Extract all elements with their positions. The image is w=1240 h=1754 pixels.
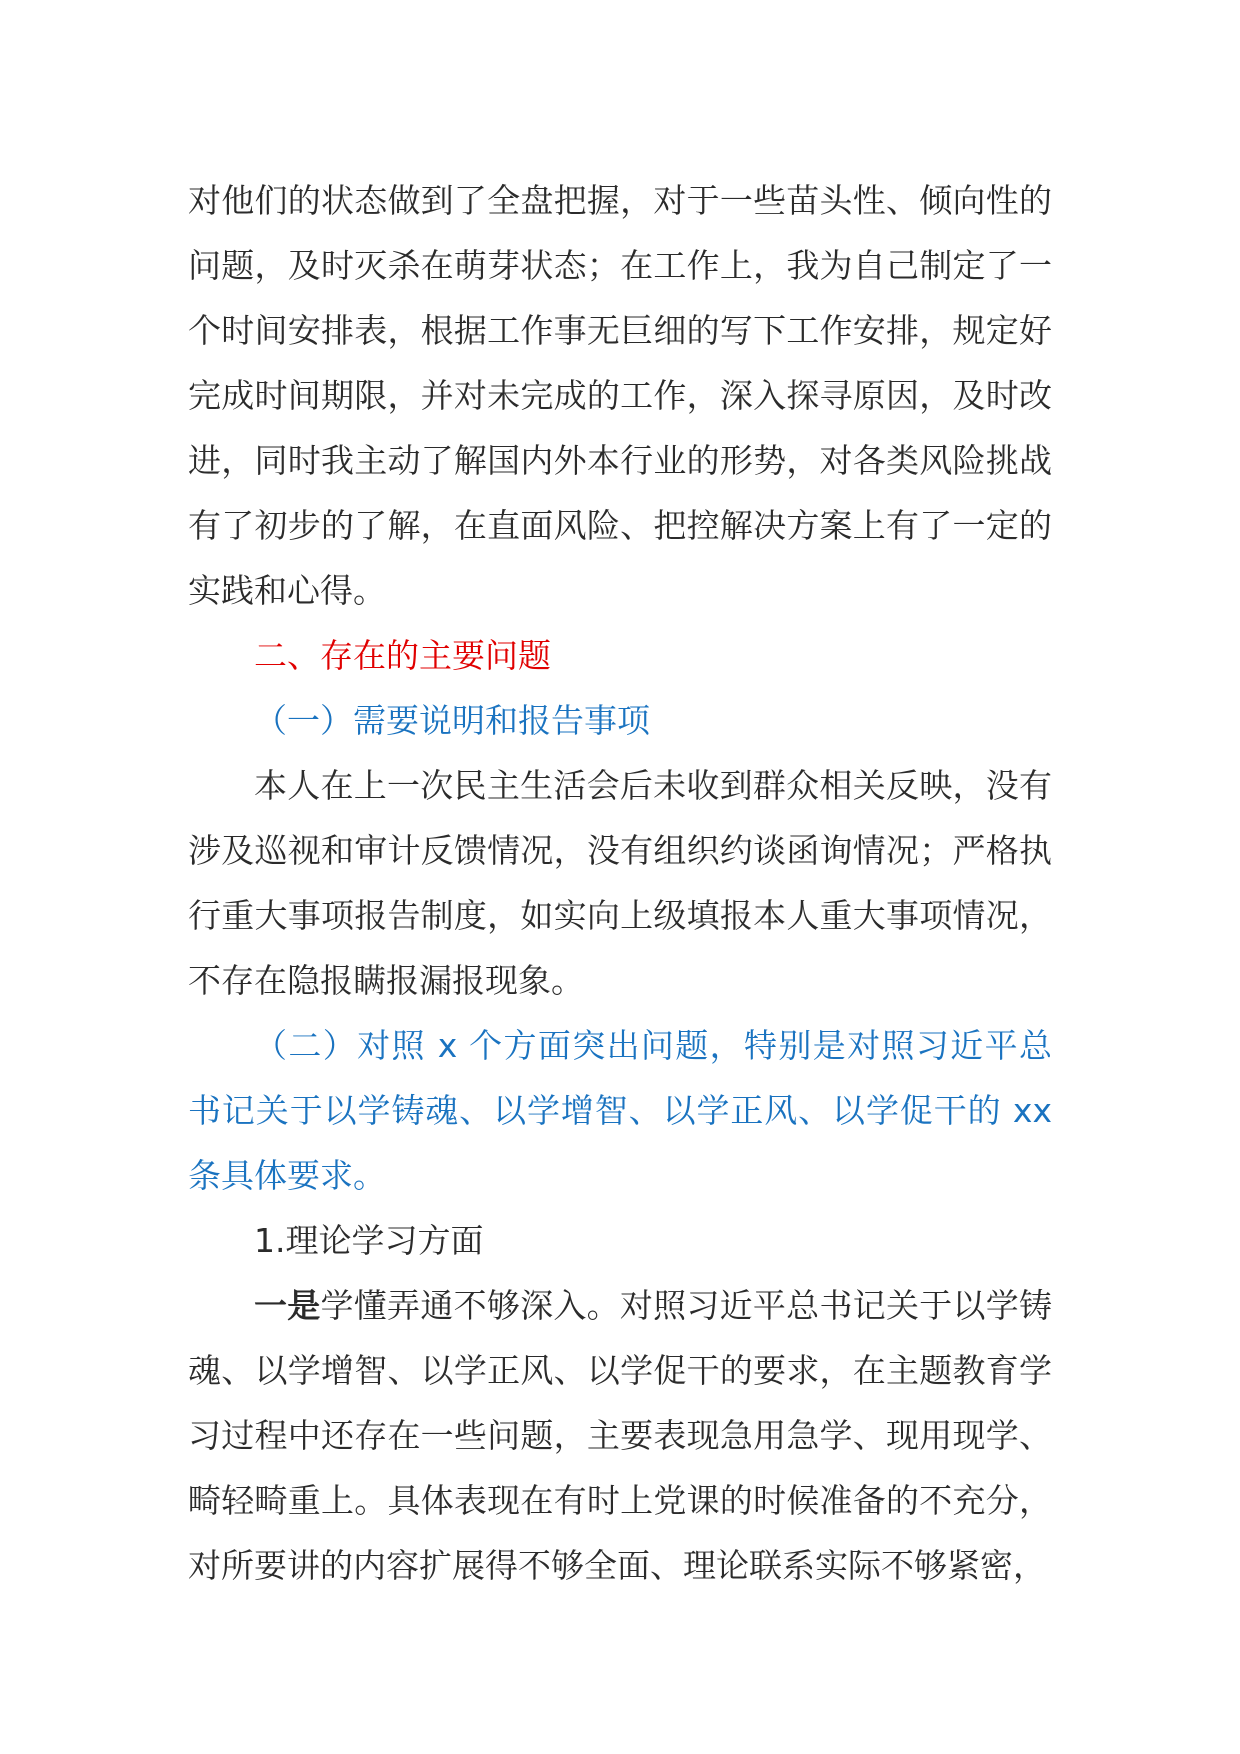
document-page [188, 168, 1052, 1598]
lead-phrase: 一是 [254, 1286, 321, 1325]
subheading-outstanding-issues: （二）对照 x 个方面突出问题，特别是对照习近平总书记关于以学铸魂、以学增智、以学正风、以学促干的 xx 条具体要求。 [188, 1026, 1052, 1195]
paragraph-theory-study-text: 学懂弄通不够深入。对照习近平总书记关于以学铸魂、以学增智、以学正风、以学促干的要求，在主题教育学习过程中还存在一些问题，主要表现急用急学、现用现学、畸轻畸重上。具体表现在有时上党课的时候准备的不充分，对所要讲的内容扩展得不够全面、理论联系实际不够紧密， [188, 1286, 1053, 1585]
paragraph-theory-study [188, 1273, 1052, 1598]
paragraph-work-status: 对他们的状态做到了全盘把握，对于一些苗头性、倾向性的问题，及时灭杀在萌芽状态；在工作上，我为自己制定了一个时间安排表，根据工作事无巨细的写下工作安排，规定好完成时间期限，并对未完成的工作，深入探寻原因，及时改进，同时我主动了解国内外本行业的形势，对各类风险挑战有了初步的了解，在直面风险、把控解决方案上有了一定的实践和心得。 [188, 181, 1052, 610]
paragraph-report-items: 本人在上一次民主生活会后未收到群众相关反映，没有涉及巡视和审计反馈情况，没有组织约谈函询情况；严格执行重大事项报告制度，如实向上级填报本人重大事项情况，不存在隐报瞒报漏报现象。 [188, 766, 1052, 1000]
item-theory-study: 1.理论学习方面 [254, 1221, 484, 1260]
subheading-report-items: （一）需要说明和报告事项 [254, 701, 650, 740]
section-heading-main-problems: 二、存在的主要问题 [254, 636, 551, 675]
